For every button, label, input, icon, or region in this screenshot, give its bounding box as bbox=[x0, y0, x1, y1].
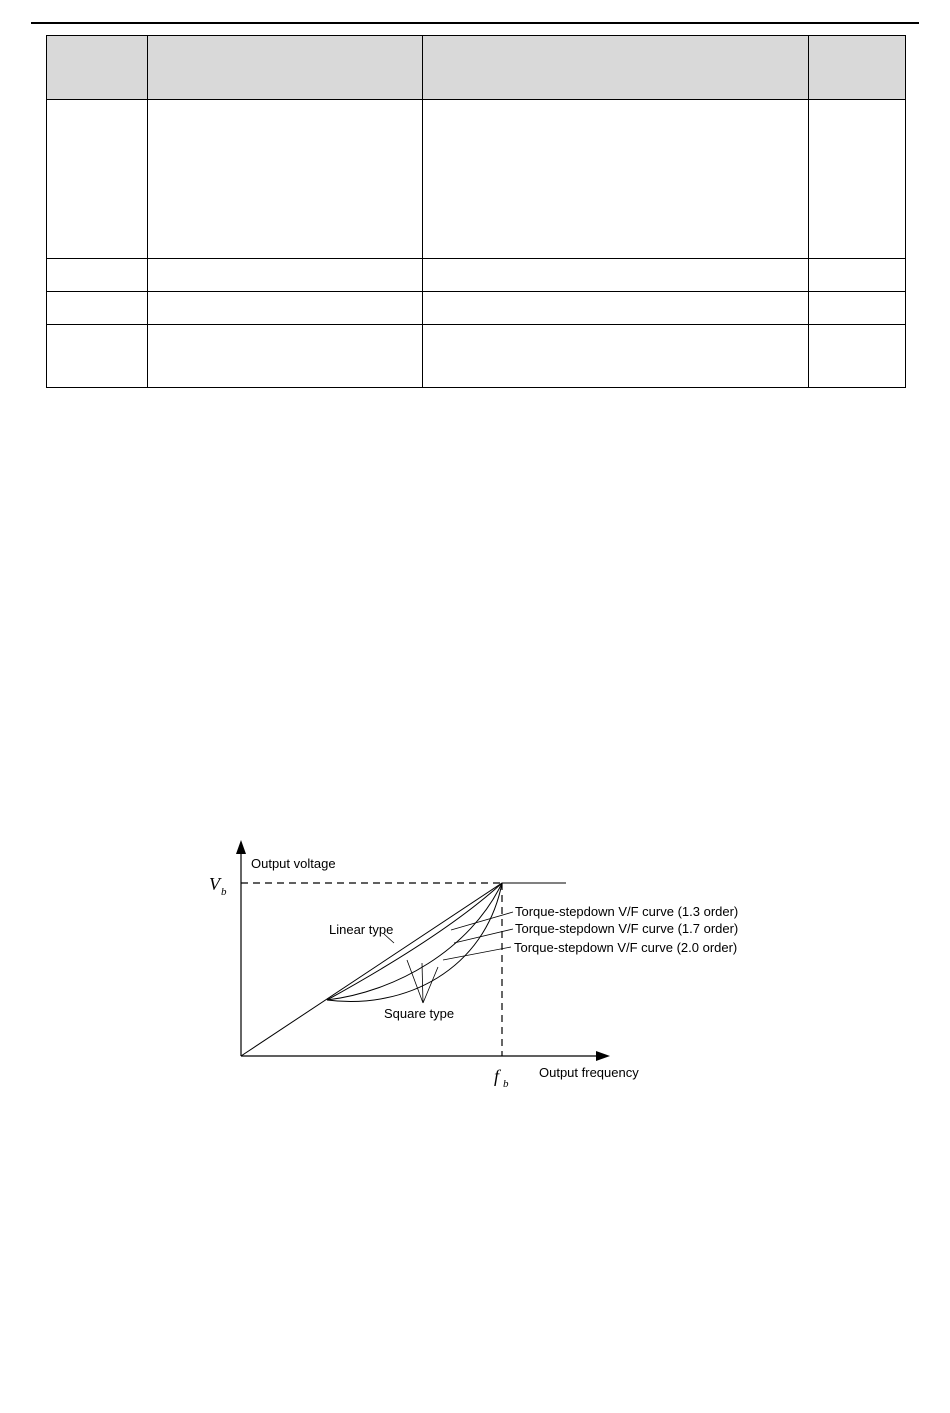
x-axis-arrow-icon bbox=[596, 1051, 610, 1061]
table-header-cell bbox=[809, 36, 906, 100]
y-axis-label: Output voltage bbox=[251, 856, 336, 871]
table-header-row bbox=[47, 36, 906, 100]
table-cell bbox=[148, 100, 423, 259]
table-cell bbox=[809, 100, 906, 259]
fb-symbol: f bbox=[494, 1066, 500, 1086]
curve-1-7-label: Torque-stepdown V/F curve (1.7 order) bbox=[515, 921, 739, 936]
table-cell bbox=[809, 259, 906, 292]
parameter-table bbox=[46, 35, 906, 388]
table-cell bbox=[423, 292, 809, 325]
table-header-cell bbox=[148, 36, 423, 100]
table-cell bbox=[148, 259, 423, 292]
vb-symbol: V bbox=[209, 874, 220, 894]
curve-2-0-label: Torque-stepdown V/F curve (2.0 order) bbox=[514, 940, 738, 955]
square-leader-2 bbox=[422, 963, 423, 1003]
table-row bbox=[47, 100, 906, 259]
table-header-cell bbox=[47, 36, 148, 100]
curve-1-3-label: Torque-stepdown V/F curve (1.3 order) bbox=[515, 904, 739, 919]
table-row bbox=[47, 259, 906, 292]
table-cell bbox=[47, 259, 148, 292]
fb-subscript: b bbox=[503, 1078, 509, 1090]
vb-subscript: b bbox=[221, 886, 227, 898]
curve-2-0-leader bbox=[443, 947, 511, 960]
table-cell bbox=[47, 100, 148, 259]
table-header-cell bbox=[423, 36, 809, 100]
y-axis-arrow-icon bbox=[236, 840, 246, 854]
table-cell bbox=[47, 325, 148, 388]
x-axis-label: Output frequency bbox=[539, 1065, 639, 1080]
table-cell bbox=[423, 325, 809, 388]
vf-curve-diagram bbox=[200, 830, 780, 1100]
table-cell bbox=[423, 100, 809, 259]
table-row bbox=[47, 325, 906, 388]
table-cell bbox=[148, 292, 423, 325]
table-row bbox=[47, 292, 906, 325]
table-cell bbox=[47, 292, 148, 325]
square-type-label: Square type bbox=[384, 1006, 455, 1021]
table-cell bbox=[809, 292, 906, 325]
table-cell bbox=[423, 259, 809, 292]
linear-curve bbox=[241, 883, 502, 1056]
table-cell bbox=[809, 325, 906, 388]
header-rule bbox=[31, 22, 919, 24]
table-cell bbox=[148, 325, 423, 388]
linear-type-label: Linear type bbox=[329, 922, 394, 937]
square-leader-1 bbox=[407, 960, 423, 1003]
